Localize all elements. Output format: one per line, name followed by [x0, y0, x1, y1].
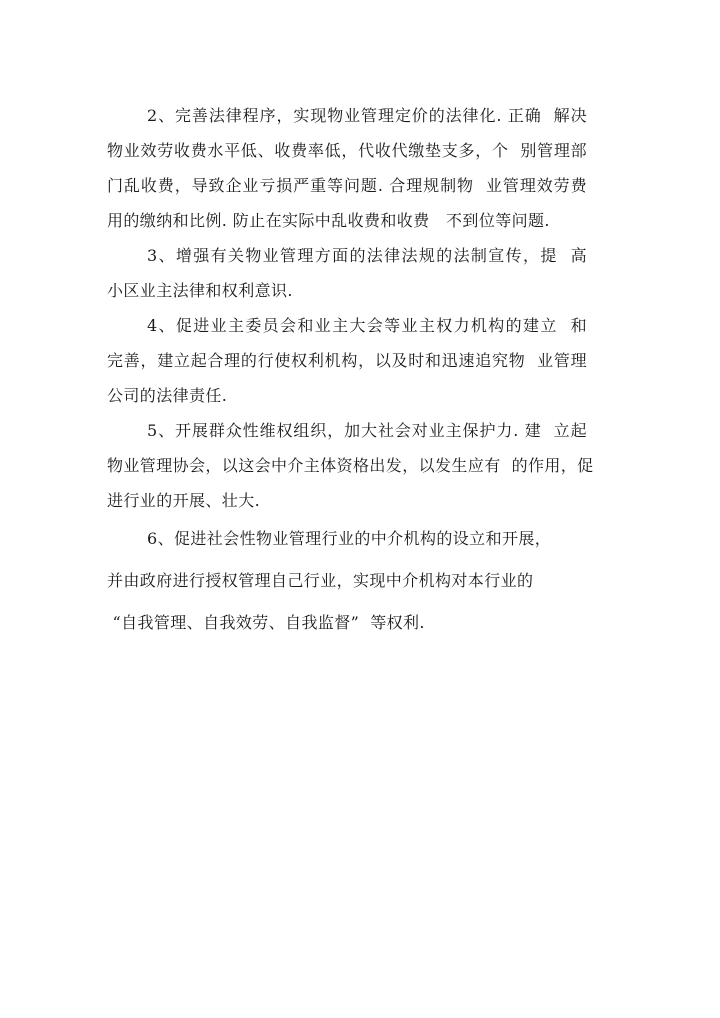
text-line: 3、增强有关物业管理方面的法律法规的法制宣传，提 高	[147, 246, 587, 265]
text-line: 小区业主法律和权利意识.	[107, 281, 293, 300]
text-line: 并由政府进行授权管理自己行业，实现中介机构对本行业的	[107, 571, 534, 590]
paragraph-2	[107, 98, 587, 238]
document-body	[107, 98, 594, 644]
text-line: 物业效劳收费水平低、收费率低，代收代缴垫支多，个 别管理部	[107, 141, 587, 160]
text-line: 完善，建立起合理的行使权利机构，以及时和迅速追究物 业管理	[107, 351, 587, 370]
text-line: 物业管理协会，以这会中介主体资格出发，以发生应有 的作用，促	[107, 456, 594, 475]
text-line: “自我管理、自我效劳、自我监督” 等权利.	[107, 613, 425, 632]
paragraph-6	[107, 518, 587, 644]
paragraph-4	[107, 308, 587, 413]
text-line: 进行业的开展、壮大.	[107, 491, 261, 510]
text-line: 公司的法律责任.	[107, 386, 228, 405]
text-line: 用的缴纳和比例. 防止在实际中乱收费和收费 不到位等问题.	[107, 211, 550, 230]
text-line: 5、开展群众性维权组织，加大社会对业主保护力. 建 立起	[147, 421, 587, 440]
text-line: 4、促进业主委员会和业主大会等业主权力机构的建立 和	[147, 316, 587, 335]
paragraph-3	[107, 238, 587, 308]
text-line: 2、完善法律程序，实现物业管理定价的法律化. 正确 解决	[147, 106, 587, 125]
text-line: 门乱收费，导致企业亏损严重等问题. 合理规制物 业管理效劳费	[107, 176, 587, 195]
text-line: 6、促进社会性物业管理行业的中介机构的设立和开展，	[147, 529, 552, 548]
paragraph-5	[107, 413, 594, 518]
